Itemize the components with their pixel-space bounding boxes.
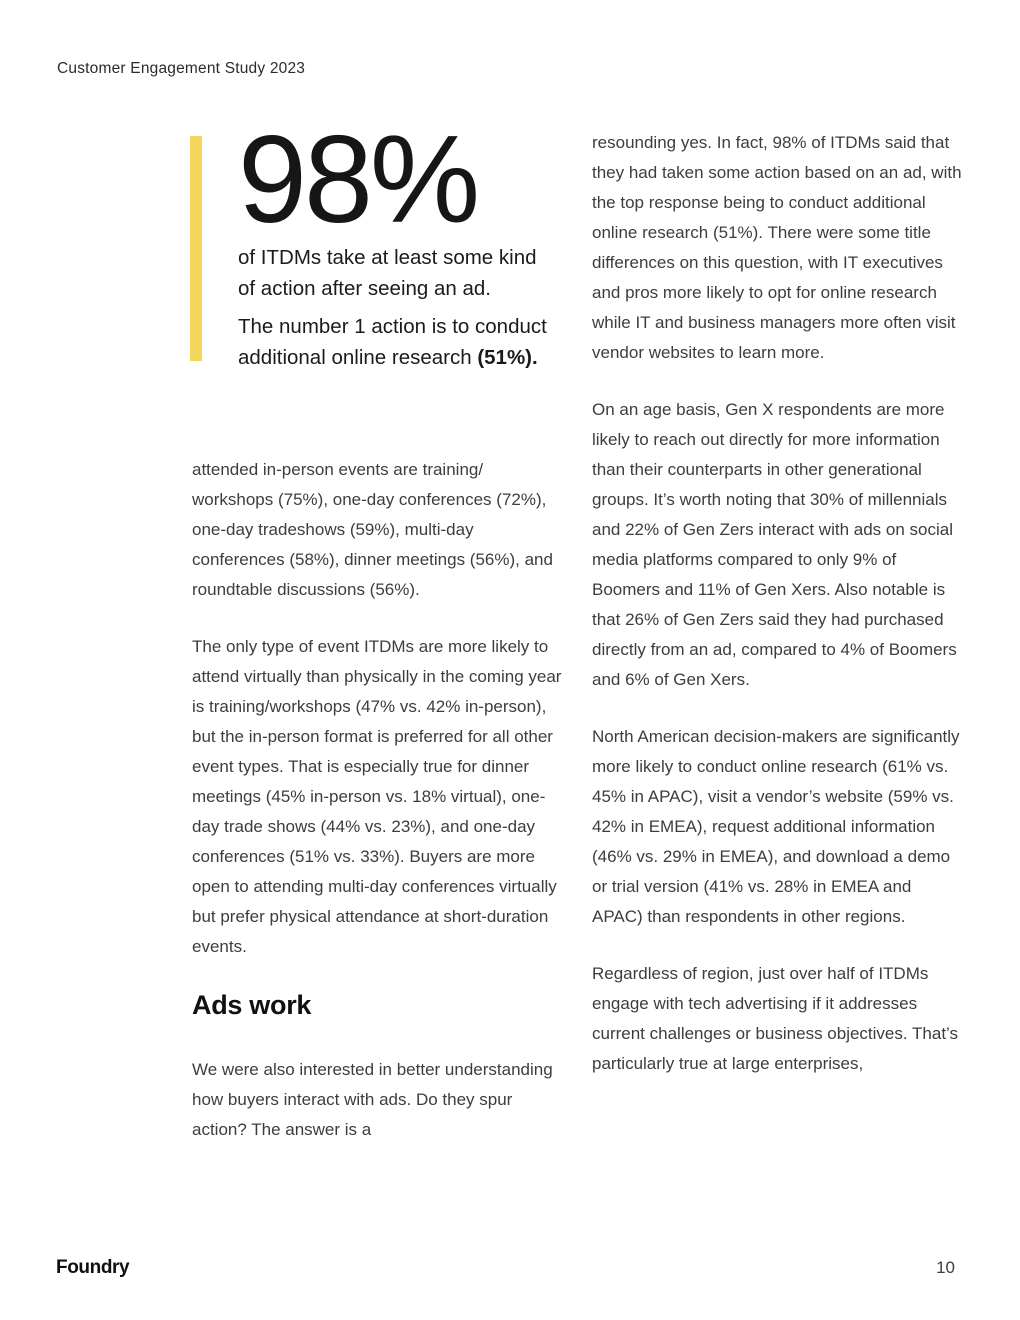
section-heading-ads-work: Ads work xyxy=(192,990,312,1020)
paragraph-ads-intro: We were also interested in better understanding how buyers interact with ads. Do they spur action? The answer is a xyxy=(192,1060,553,1139)
stat-callout-content xyxy=(238,111,590,373)
paragraph-virtual-vs-inperson: The only type of event ITDMs are more likely to attend virtually than physically in the coming year is training/​workshops (47% vs. 42% in-person), but the in-person format is preferred for all other event types. That is especially true for dinner meetings (45% in-person vs. 18% virtual), one-day trade shows (44% vs. 23%), and one-day conferences (51% vs. 33%). Buyers are more open to attending multi-day conferences virtually but prefer physical attendance at short-duration events. xyxy=(192,637,562,956)
stat-description xyxy=(238,242,590,304)
stat-action xyxy=(238,311,590,373)
page-number: 10 xyxy=(936,1258,955,1277)
stat-action-line1: The number 1 action is to conduct xyxy=(238,315,547,338)
stat-callout xyxy=(190,111,590,373)
paragraph-ad-actions: resounding yes. In fact, 98% of ITDMs said that they had taken some action based on an ad, with the top response being to conduct additional online research (51%). There were some title differences on this question, with IT executives and pros more likely to opt for online research while IT and business managers more often visit vendor websites to learn more. xyxy=(592,133,962,362)
paragraph-regardless-of-region: Regardless of region, just over half of ITDMs engage with tech advertising if it addresses current challenges or business objectives. That’s particularly true at large enterprises, xyxy=(592,964,959,1073)
stat-action-line2: additional online research xyxy=(238,346,478,369)
right-column xyxy=(592,128,964,1106)
paragraph-regional-differences: North American decision-makers are significantly more likely to conduct online research (61% vs. 45% in APAC), visit a vendor’s website (59% vs. 42% in EMEA), request additional information (46% vs. 29% in EMEA), and download a demo or trial version (41% vs. 28% in EMEA and APAC) than respondents in other regions. xyxy=(592,727,960,926)
paragraph-age-basis: On an age basis, Gen X respondents are more likely to reach out directly for more information than their counterparts in other generational groups. It’s worth noting that 30% of millennials and 22% of Gen Zers interact with ads on social media platforms compared to only 9% of Boomers and 11% of Gen Xers. Also notable is that 26% of Gen Zers said they had purchased directly from an ad, compared to 4% of Boomers and 6% of Gen Xers. xyxy=(592,400,957,689)
accent-bar xyxy=(190,136,202,361)
stat-description-line2: of action after seeing an ad. xyxy=(238,277,492,300)
left-column xyxy=(192,455,564,1172)
paragraph-events-attended: attended in-person events are training/​workshops (75%), one-day conferences (72%), one-day tradeshows (59%), multi-day conferences (58%), dinner meetings (56%), and roundtable discussions (56%). xyxy=(192,460,553,599)
stat-description-line1: of ITDMs take at least some kind xyxy=(238,246,537,269)
report-title: Customer Engagement Study 2023 xyxy=(57,60,306,77)
brand-logo: Foundry xyxy=(56,1257,130,1278)
stat-action-highlight: (51%). xyxy=(477,346,538,369)
stat-value: 98% xyxy=(238,111,478,249)
